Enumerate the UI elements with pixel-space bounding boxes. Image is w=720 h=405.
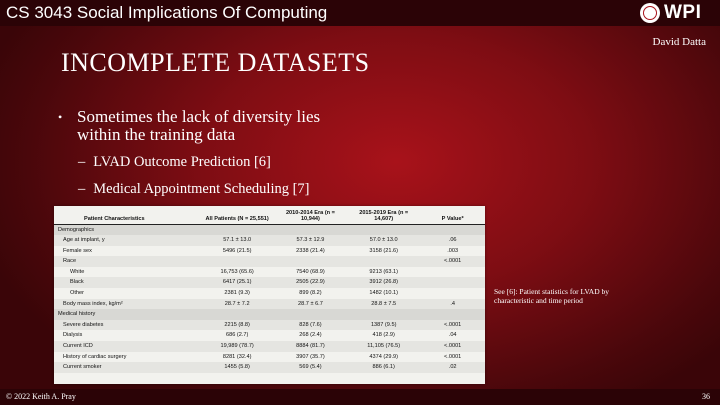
table-cell: Black bbox=[54, 277, 201, 288]
table-cell: Current smoker bbox=[54, 362, 201, 373]
table-row bbox=[54, 246, 485, 257]
column-header: Patient Characteristics bbox=[84, 216, 145, 222]
table-header-row bbox=[54, 206, 485, 224]
column-header: P Value* bbox=[441, 216, 464, 222]
copyright: © 2022 Keith A. Pray bbox=[6, 392, 76, 401]
table-row bbox=[54, 288, 485, 299]
column-header: All Patients (N = 25,551) bbox=[205, 216, 269, 222]
sub-bullet-marker: – bbox=[78, 154, 86, 170]
table-cell: .04 bbox=[448, 332, 457, 339]
table-cell: Female sex bbox=[63, 247, 92, 254]
table-cell: 28.7 ± 6.7 bbox=[274, 299, 347, 310]
table-cell: 1455 (5.8) bbox=[201, 362, 274, 373]
table-row bbox=[54, 235, 485, 246]
table-cell bbox=[420, 309, 485, 320]
table-cell: 2505 (22.9) bbox=[274, 277, 347, 288]
table-row bbox=[54, 341, 485, 352]
table-cell: 11,105 (76.5) bbox=[347, 341, 420, 352]
sub-bullet-text: LVAD Outcome Prediction [6] bbox=[93, 154, 271, 170]
table-cell bbox=[420, 267, 485, 278]
table-cell: .003 bbox=[447, 247, 459, 254]
table-cell bbox=[274, 224, 347, 235]
column-header: 2010-2014 Era (n = 10,944) bbox=[285, 209, 335, 222]
table-row bbox=[54, 309, 485, 320]
column-header: 2015-2019 Era (n = 14,607) bbox=[359, 209, 409, 222]
table-cell: 1387 (9.5) bbox=[347, 320, 420, 331]
table-cell: 19,989 (78.7) bbox=[201, 341, 274, 352]
table-cell: 16,753 (65.6) bbox=[220, 268, 254, 275]
sub-bullet-text: Medical Appointment Scheduling [7] bbox=[93, 181, 310, 197]
table-cell: 57.0 ± 13.0 bbox=[347, 235, 420, 246]
table-cell: .4 bbox=[420, 299, 485, 310]
table-cell: 828 (7.6) bbox=[274, 320, 347, 331]
table-row bbox=[54, 362, 485, 373]
table-cell bbox=[420, 277, 485, 288]
table-cell: <.0001 bbox=[420, 320, 485, 331]
table-row bbox=[54, 299, 485, 310]
table-row bbox=[54, 277, 485, 288]
table-cell: 28.8 ± 7.5 bbox=[347, 299, 420, 310]
table-cell: 57.3 ± 12.9 bbox=[274, 235, 347, 246]
bullet-point bbox=[58, 108, 348, 144]
table-cell: 886 (6.1) bbox=[347, 362, 420, 373]
table-cell: 4374 (29.9) bbox=[369, 353, 398, 360]
table-cell: <.0001 bbox=[444, 353, 462, 360]
table-cell: 8281 (32.4) bbox=[222, 353, 252, 360]
author-name: David Datta bbox=[652, 36, 706, 48]
table-cell: 2381 (9.3) bbox=[224, 290, 250, 297]
table-cell: Race bbox=[54, 256, 201, 267]
table-cell: 7540 (68.9) bbox=[296, 268, 325, 275]
patient-statistics-table bbox=[54, 206, 485, 384]
table-cell bbox=[347, 256, 420, 267]
table-cell: Demographics bbox=[54, 224, 201, 235]
table-cell: .02 bbox=[420, 362, 485, 373]
table-cell: 5496 (21.5) bbox=[222, 247, 252, 254]
table-cell: Dialysis bbox=[63, 332, 83, 339]
table-row bbox=[54, 320, 485, 331]
table-cell: Age at implant, y bbox=[54, 235, 201, 246]
table-cell: .06 bbox=[420, 235, 485, 246]
table-cell: Medical history bbox=[54, 309, 201, 320]
table-cell: White bbox=[70, 268, 85, 275]
table-cell: 418 (2.9) bbox=[372, 332, 395, 339]
table-cell: 2215 (8.8) bbox=[201, 320, 274, 331]
table-cell: 3158 (21.6) bbox=[369, 247, 398, 254]
bullet-marker: • bbox=[58, 110, 63, 124]
table-row bbox=[54, 352, 485, 363]
bullet-text: Sometimes the lack of diversity lies within the training data bbox=[77, 107, 321, 144]
table-cell: Other bbox=[70, 290, 84, 297]
table-cell: 3907 (35.7) bbox=[296, 353, 325, 360]
table-cell: 28.7 ± 7.2 bbox=[201, 299, 274, 310]
wpi-logo bbox=[640, 2, 701, 24]
table-cell bbox=[201, 224, 274, 235]
logo-text: WPI bbox=[664, 2, 702, 23]
table-cell: Body mass index, kg/m² bbox=[54, 299, 201, 310]
table-cell: <.0001 bbox=[420, 341, 485, 352]
table-cell bbox=[420, 224, 485, 235]
table-cell: 6417 (25.1) bbox=[201, 277, 274, 288]
table-cell bbox=[420, 288, 485, 299]
table-cell: <.0001 bbox=[420, 256, 485, 267]
table-cell bbox=[201, 256, 274, 267]
table-cell: Severe diabetes bbox=[54, 320, 201, 331]
sub-bullet-marker: – bbox=[78, 181, 86, 197]
table-cell: 268 (2.4) bbox=[299, 332, 322, 339]
sub-bullet-lvad bbox=[78, 154, 271, 171]
page-number: 36 bbox=[702, 392, 710, 401]
table-row bbox=[54, 224, 485, 235]
sub-bullet-scheduling bbox=[78, 181, 310, 198]
table-cell bbox=[274, 256, 347, 267]
table-cell bbox=[201, 309, 274, 320]
course-title: CS 3043 Social Implications Of Computing bbox=[6, 3, 328, 22]
table-cell bbox=[347, 309, 420, 320]
table-cell: History of cardiac surgery bbox=[63, 353, 127, 360]
table-cell: 899 (8.2) bbox=[299, 290, 322, 297]
slide-title: INCOMPLETE DATASETS bbox=[61, 48, 370, 77]
table-cell: 569 (5.4) bbox=[274, 362, 347, 373]
table-row bbox=[54, 330, 485, 341]
table-caption: See [6]: Patient statistics for LVAD by characteristic and time period bbox=[494, 287, 609, 305]
footer-bar bbox=[0, 389, 720, 405]
wpi-seal-icon bbox=[640, 3, 660, 23]
table-cell: 1482 (10.1) bbox=[369, 290, 398, 297]
table-row bbox=[54, 256, 485, 267]
header-bar bbox=[0, 0, 720, 26]
table-cell: Current ICD bbox=[54, 341, 201, 352]
table-cell: 686 (2.7) bbox=[225, 332, 249, 339]
table-cell: 57.1 ± 13.0 bbox=[201, 235, 274, 246]
table-cell bbox=[274, 309, 347, 320]
table-cell: 8884 (81.7) bbox=[274, 341, 347, 352]
table-cell: 9213 (63.1) bbox=[369, 268, 398, 275]
table-cell: 2338 (21.4) bbox=[296, 247, 325, 254]
table-row bbox=[54, 267, 485, 278]
table-cell bbox=[347, 224, 420, 235]
table-cell: 3912 (26.8) bbox=[347, 277, 420, 288]
